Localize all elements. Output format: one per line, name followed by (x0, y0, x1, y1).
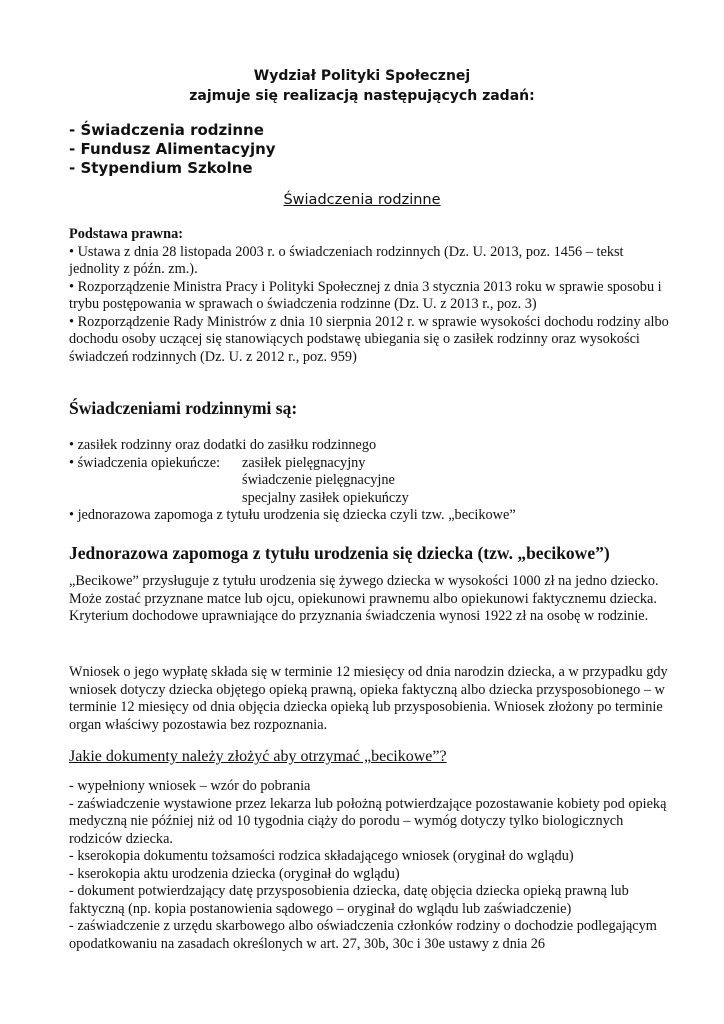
benefit-item (69, 507, 669, 525)
legal-basis-item: • Ustawa z dnia 28 listopada 2003 r. o świadczeniach rodzinnych (Dz. U. 2013, poz. 1456 – tekst jednolity z późn. zm.). (69, 243, 624, 277)
benefits-list (69, 437, 669, 525)
document-item: - kserokopia aktu urodzenia dziecka (oryginał do wglądu) (69, 865, 400, 882)
benefit-item (69, 437, 669, 455)
task-item: - Stypendium Szkolne (69, 159, 253, 177)
document-item: - zaświadczenie wystawione przez lekarza lub położną potwierdzające pozostawanie kobiety pod opieką medyczną nie później niż od 10 tygodnia ciąży do porodu – wymóg dotyczy tylko biologicznych rodziców dziecka. (69, 795, 667, 847)
benefit-item-text: • zasiłek rodzinny oraz dodatki do zasiłku rodzinnego (69, 437, 377, 453)
legal-basis-item: • Rozporządzenie Rady Ministrów z dnia 10 sierpnia 2012 r. w sprawie wysokości dochodu rodziny albo dochodu osoby uczącej się stanowiących podstawę ubiegania się o zasiłek rodzinny oraz wysokości świadczeń rodzinnych (Dz. U. z 2012 r., poz. 959) (69, 313, 669, 365)
benefits-heading: Świadczeniami rodzinnymi są: (69, 398, 298, 418)
document-item: - wypełniony wniosek – wzór do pobrania (69, 778, 311, 794)
document-header (0, 66, 724, 106)
legal-basis-item: • Rozporządzenie Ministra Pracy i Polityki Społecznej z dnia 3 stycznia 2013 roku w sprawie sposobu i trybu postępowania w sprawach o świadczenia rodzinne (Dz. U. z 2013 r., poz. 3) (69, 278, 662, 312)
benefit-subitem: specjalny zasiłek opiekuńczy (242, 489, 409, 506)
benefit-item-label: • świadczenia opiekuńcze: (69, 454, 221, 471)
task-item: - Fundusz Alimentacyjny (69, 140, 276, 158)
header-line-2: zajmuje się realizacją następujących zadań: (189, 88, 535, 104)
documents-list (69, 778, 669, 953)
legal-basis (69, 226, 669, 366)
becikowe-paragraph-1: „Becikowe” przysługuje z tytułu urodzenia się żywego dziecka w wysokości 1000 zł na jedno dziecko. Może zostać przyznane matce lub ojcu, opiekunowi prawnemu albo opiekunowi faktycznemu dziecka. Kryterium dochodowe uprawniające do przyznania świadczenia wynosi 1922 zł na osobę w rodzinie. (69, 573, 659, 624)
benefit-subrow (69, 490, 669, 508)
benefit-item (69, 455, 669, 473)
benefit-subrow (69, 472, 669, 490)
legal-basis-label: Podstawa prawna: (69, 226, 183, 242)
task-list (69, 121, 276, 178)
header-line-1: Wydział Polityki Społecznej (253, 68, 471, 84)
task-item: - Świadczenia rodzinne (69, 121, 264, 139)
document-item: - dokument potwierdzający datę przysposobienia dziecka, datę objęcia dziecka opieką prawną lub faktyczną (np. kopia postanowienia sądowego – oryginał do wglądu lub zaświadczenie) (69, 883, 629, 917)
benefit-subitem: zasiłek pielęgnacyjny (242, 454, 366, 471)
documents-heading: Jakie dokumenty należy złożyć aby otrzymać „becikowe”? (69, 748, 447, 765)
section-title: Świadczenia rodzinne (283, 192, 441, 208)
becikowe-heading: Jednorazowa zapomoga z tytułu urodzenia się dziecka (tzw. „becikowe”) (69, 543, 610, 563)
benefit-subitem: świadczenie pielęgnacyjne (242, 472, 395, 488)
benefit-item-text: • jednorazowa zapomoga z tytułu urodzenia się dziecka czyli tzw. „becikowe” (69, 507, 516, 523)
becikowe-paragraph-2: Wniosek o jego wypłatę składa się w terminie 12 miesięcy od dnia narodzin dziecka, a w przypadku gdy wniosek dotyczy dziecka objętego opieką prawną, opieka faktyczną albo dziecka przysposobionego – w terminie 12 miesięcy od dnia objęcia dziecka opieką lub przysposobienia. Wniosek złożony po terminie organ właściwy pozostawia bez rozpoznania. (69, 664, 668, 733)
document-item: - zaświadczenie z urzędu skarbowego albo oświadczenia członków rodziny o dochodzie podlegającym opodatkowaniu na zasadach określonych w art. 27, 30b, 30c i 30e ustawy z dnia 26 (69, 918, 657, 952)
document-item: - kserokopia dokumentu tożsamości rodzica składającego wniosek (oryginał do wglądu) (69, 848, 574, 864)
